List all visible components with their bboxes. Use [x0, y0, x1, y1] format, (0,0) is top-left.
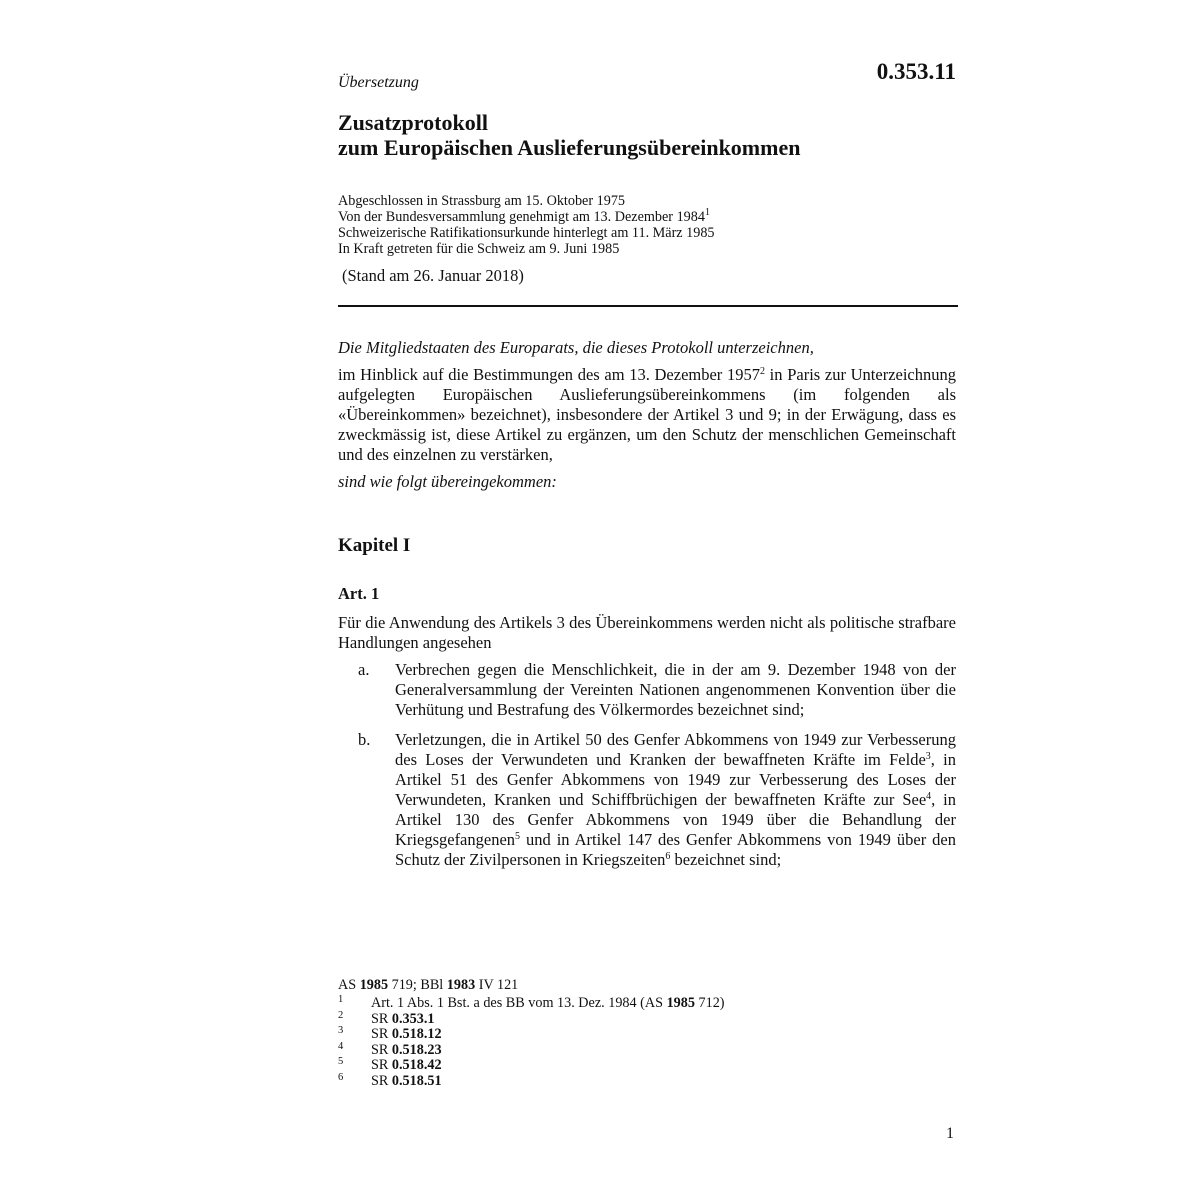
footnotes: [338, 977, 958, 1088]
list-text-b: [395, 730, 956, 870]
footnote-bold: 0.518.42: [391, 1057, 442, 1073]
preamble-intro: Die Mitgliedstaaten des Europarats, die dieses Protokoll unterzeichnen,: [338, 338, 814, 357]
title-line-2: zum Europäischen Auslieferungsübereinkommen: [338, 135, 801, 160]
document-metadata: [338, 193, 958, 257]
status-date: (Stand am 26. Januar 2018): [342, 266, 524, 285]
meta-ratified: Schweizerische Ratifikationsurkunde hinterlegt am 11. März 1985: [338, 225, 715, 241]
list-marker-a: a.: [358, 660, 370, 679]
footnote-ref-3: 3: [925, 751, 931, 762]
list-b-part-1: Verletzungen, die in Artikel 50 des Genfer Abkommens von 1949 zur Verbesserung des Loses der Verwundeten und Kranken der bewaffneten Kräfte im Felde: [395, 730, 956, 769]
footnote-prefix: SR: [371, 1072, 392, 1089]
meta-approved-line: [338, 209, 958, 225]
list-b-part-3: , in Artikel 130 des Genfer Abkommens von 1949 über die Behandlung der Kriegsgefangenen: [395, 790, 956, 849]
list-marker-b: b.: [358, 730, 371, 749]
chapter-heading: Kapitel I: [338, 535, 411, 556]
footnote-number: 5: [338, 1056, 344, 1067]
footnote-prefix: SR: [371, 1057, 392, 1073]
preamble-text-part-2: in Paris zur Unterzeichnung aufgelegten Europäischen Auslieferungsübereinkommens (im folgenden als «Übereinkommen» bezeichnet), insbesondere der Artikel 3 und 9; in der Erwägung, dass es zweckmässig ist, diese Artikel zu ergänzen, um den Schutz der menschlichen Gemeinschaft und des einzelnen zu verstärken,: [338, 365, 956, 464]
source-bbl-rest: IV 121: [475, 977, 519, 993]
footnote-item: [338, 1073, 958, 1089]
title-line-1: Zusatzprotokoll: [338, 110, 488, 135]
page-number: 1: [946, 1125, 954, 1142]
footnote-ref-2: 2: [760, 366, 765, 377]
preamble-closing: sind wie folgt übereingekommen:: [338, 472, 557, 491]
footnote-prefix: SR: [371, 1026, 392, 1042]
footnote-item: [338, 995, 958, 1011]
footnote-text: [371, 1057, 442, 1073]
article-intro: Für die Anwendung des Artikels 3 des Übereinkommens werden nicht als politische strafbare Handlungen angesehen: [338, 613, 956, 652]
footnote-text: [371, 1042, 442, 1058]
document-title: [338, 110, 958, 160]
preamble-text: [338, 365, 956, 465]
footnote-ref-4: 4: [926, 791, 932, 802]
sr-number: 0.353.11: [876, 59, 956, 84]
list-text-a: Verbrechen gegen die Menschlichkeit, die in der am 9. Dezember 1948 von der Generalversammlung der Vereinten Nationen angenommenen Konvention über die Verhütung und Bestrafung des Völkermordes bezeichnet sind;: [395, 660, 956, 719]
footnote-item: [338, 1026, 958, 1042]
list-b-part-2: , in Artikel 51 des Genfer Abkommens von 1949 zur Verbesserung des Loses der Verwundeten, Kranken und Schiffbrüchigen der bewaffneten Kräfte zur See: [395, 750, 956, 809]
preamble-text-part-1: im Hinblick auf die Bestimmungen des am 13. Dezember 1957: [338, 365, 760, 384]
footnote-item: [338, 1042, 958, 1058]
footnote-bold: 1985: [666, 995, 695, 1011]
footnote-ref-6: 6: [665, 851, 671, 862]
footnote-number: 4: [338, 1040, 344, 1052]
meta-concluded: Abgeschlossen in Strassburg am 15. Oktober 1975: [338, 193, 626, 209]
footnote-bold: 0.353.1: [391, 1010, 435, 1027]
article-heading: Art. 1: [338, 584, 380, 603]
footnote-text: [371, 1011, 434, 1027]
footnote-text: [371, 1026, 442, 1042]
footnote-ref-5: 5: [515, 831, 521, 842]
footnote-number: 6: [338, 1071, 344, 1083]
footnote-source: [338, 977, 958, 993]
footnote-prefix: SR: [371, 1010, 392, 1027]
footnote-number: 2: [338, 1009, 344, 1021]
footnote-number: 1: [338, 994, 344, 1005]
header-divider: [338, 305, 958, 307]
footnote-bold: 0.518.23: [391, 1041, 442, 1058]
footnote-text: [371, 995, 725, 1011]
source-as-year: 1985: [359, 977, 389, 993]
source-bbl-year: 1983: [446, 977, 476, 993]
footnote-bold: 0.518.12: [391, 1026, 442, 1042]
translation-label: Übersetzung: [338, 74, 419, 91]
meta-in-force: In Kraft getreten für die Schweiz am 9. Juni 1985: [338, 241, 620, 257]
footnote-suffix: 712): [694, 995, 725, 1011]
source-as-page: 719; BBl: [388, 977, 447, 993]
footnote-ref-1: 1: [704, 207, 710, 218]
meta-approved: Von der Bundesversammlung genehmigt am 13. Dezember 1984: [338, 209, 705, 225]
footnote-text: [371, 1073, 442, 1089]
footnote-prefix: Art. 1 Abs. 1 Bst. a des BB vom 13. Dez. 1984 (AS: [371, 995, 667, 1011]
source-as-label: AS: [338, 977, 360, 993]
footnote-item: [338, 1011, 958, 1027]
footnote-item: [338, 1057, 958, 1073]
footnote-number: 3: [338, 1025, 344, 1036]
list-b-part-4: und in Artikel 147 des Genfer Abkommens von 1949 über den Schutz der Zivilpersonen in Kriegszeiten: [395, 830, 956, 869]
footnote-bold: 0.518.51: [391, 1072, 442, 1089]
list-b-part-5: bezeichnet sind;: [670, 850, 782, 869]
footnote-prefix: SR: [371, 1041, 392, 1058]
